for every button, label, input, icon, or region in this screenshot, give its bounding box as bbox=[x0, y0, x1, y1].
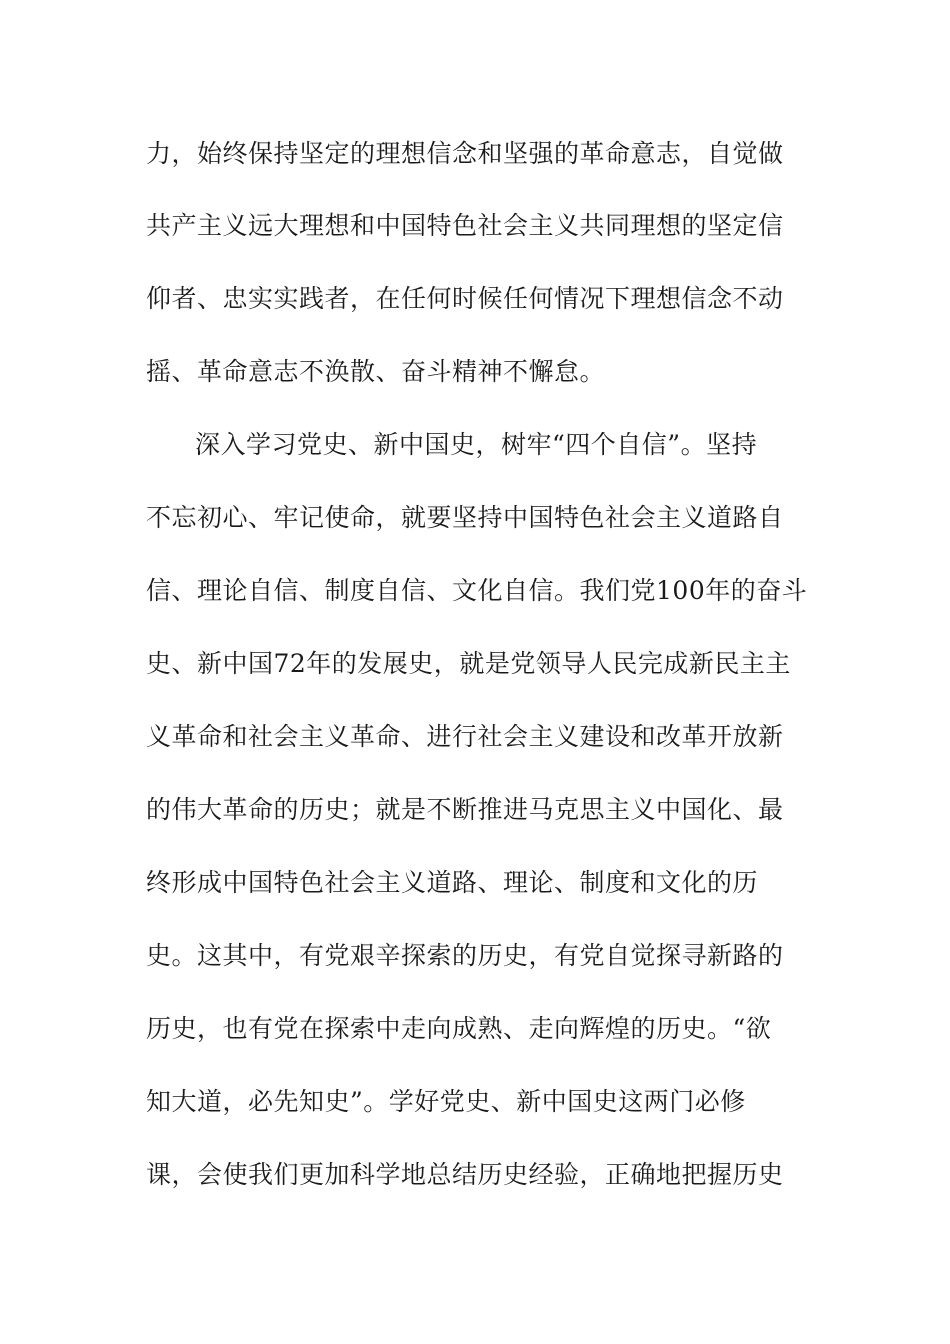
text-line: 共产主义远大理想和中国特色社会主义共同理想的坚定信 bbox=[146, 211, 784, 240]
text-line: 仰者、忠实实践者，在任何时候任何情况下理想信念不动 bbox=[146, 284, 784, 313]
text-line: 力，始终保持坚定的理想信念和坚强的革命意志，自觉做 bbox=[146, 139, 784, 168]
text-line: 的伟大革命的历史；就是不断推进马克思主义中国化、最 bbox=[146, 795, 784, 824]
text-line: 课，会使我们更加科学地总结历史经验，正确地把握历史 bbox=[146, 1160, 784, 1189]
text-line: 信、理论自信、制度自信、文化自信。我们党100年的奋斗 bbox=[146, 576, 808, 605]
text-line: 终形成中国特色社会主义道路、理论、制度和文化的历 bbox=[146, 868, 759, 897]
text-line: 历史，也有党在探索中走向成熟、走向辉煌的历史。“欲 bbox=[146, 1014, 772, 1043]
paragraph-first-line: 深入学习党史、新中国史，树牢“四个自信”。坚持 bbox=[195, 430, 758, 459]
text-line: 知大道，必先知史”。学好党史、新中国史这两门必修 bbox=[146, 1087, 746, 1116]
text-line: 摇、革命意志不涣散、奋斗精神不懈怠。 bbox=[146, 357, 606, 386]
text-line: 义革命和社会主义革命、进行社会主义建设和改革开放新 bbox=[146, 722, 784, 751]
text-line: 不忘初心、牢记使命，就要坚持中国特色社会主义道路自 bbox=[146, 503, 784, 532]
text-line: 史、新中国72年的发展史，就是党领导人民完成新民主主 bbox=[146, 649, 791, 678]
text-line: 史。这其中，有党艰辛探索的历史，有党自觉探寻新路的 bbox=[146, 941, 784, 970]
